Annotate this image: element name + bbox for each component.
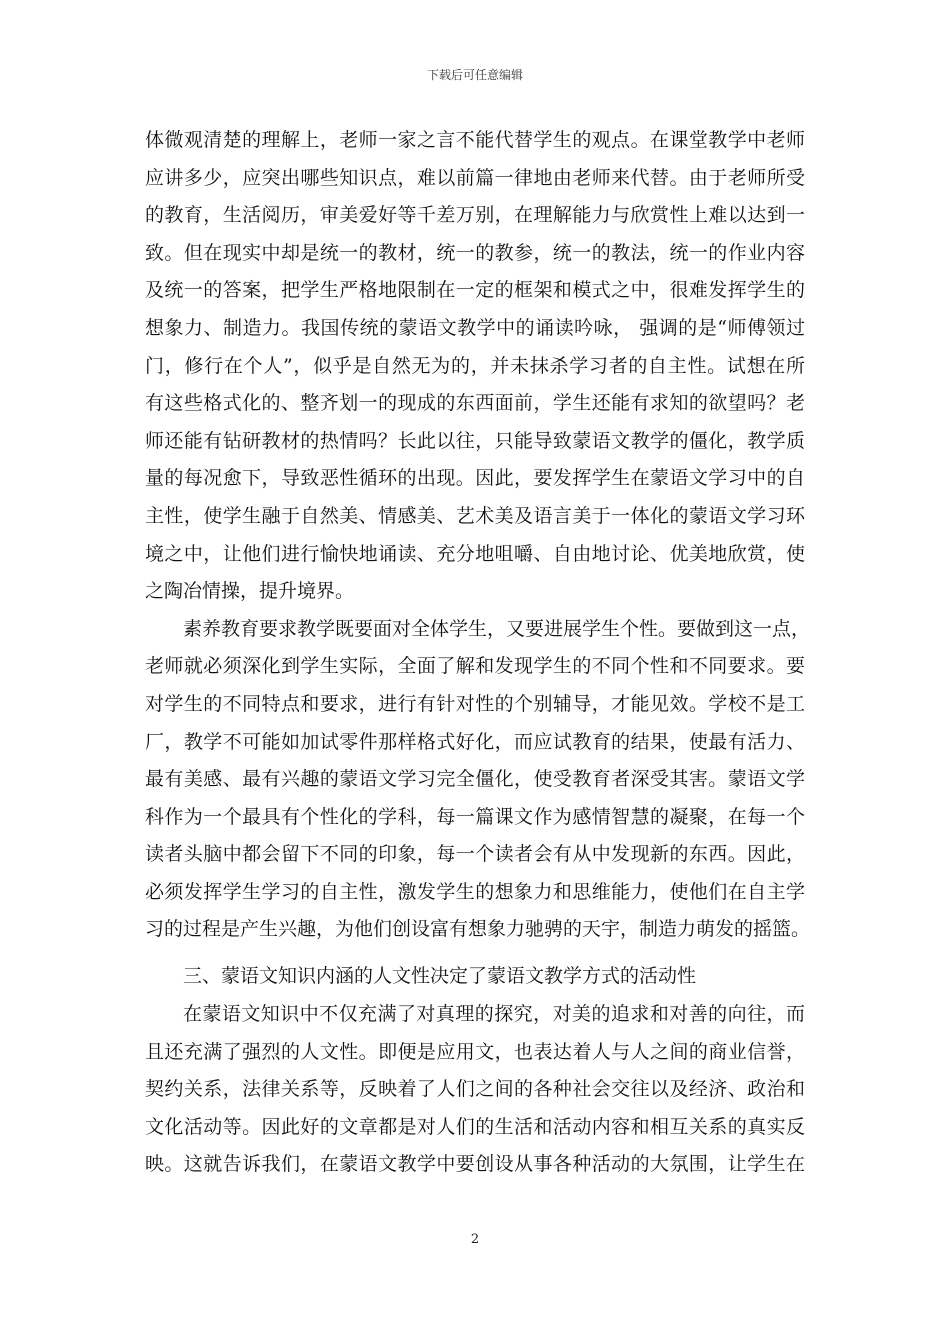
text-line: 最有美感、最有兴趣的蒙语文学习完全僵化，使受教育者深受其害。蒙语文学	[145, 768, 805, 791]
text-line: 厂，教学不可能如加试零件那样格式好化，而应试教育的结果，使最有活力、	[145, 730, 805, 753]
text-line: 境之中，让他们进行愉快地诵读、充分地咀嚼、自由地讨论、优美地欣赏，使	[145, 542, 805, 565]
body-block-2	[145, 996, 805, 1184]
text-line: 想象力、制造力。我国传统的蒙语文教学中的诵读吟咏， 强调的是“师傅领过	[145, 316, 805, 339]
text-line: 量的每况愈下，导致恶性循环的出现。因此，要发挥学生在蒙语文学习中的自	[145, 467, 805, 490]
text-line: 有这些格式化的、整齐划一的现成的东西面前，学生还能有求知的欲望吗？老	[145, 392, 805, 415]
text-line: 必须发挥学生学习的自主性，激发学生的想象力和思维能力，使他们在自主学	[145, 880, 805, 903]
text-line: 致。但在现实中却是统一的教材，统一的教参，统一的教法，统一的作业内容	[145, 241, 805, 264]
page-number: 2	[470, 1232, 480, 1247]
paragraph-first-line: 素养教育要求教学既要面对全体学生，又要进展学生个性。要做到这一点，	[183, 617, 811, 640]
section-heading	[145, 958, 805, 996]
text-line: 师还能有钻研教材的热情吗？长此以往，只能导致蒙语文教学的僵化，教学质	[145, 429, 805, 452]
text-line: 门，修行在个人”，似乎是自然无为的，并未抹杀学习者的自主性。试想在所	[145, 354, 805, 377]
text-line: 且还充满了强烈的人文性。即便是应用文，也表达着人与人之间的商业信誉，	[145, 1040, 805, 1063]
text-line: 老师就必须深化到学生实际，全面了解和发现学生的不同个性和不同要求。要	[145, 655, 805, 678]
text-line: 应讲多少，应突出哪些知识点，难以前篇一律地由老师来代替。由于老师所受	[145, 166, 805, 189]
text-line: 习的过程是产生兴趣，为他们创设富有想象力驰骋的天宇，制造力萌发的摇篮。	[145, 918, 811, 941]
text-line: 主性，使学生融于自然美、情感美、艺术美及语言美于一体化的蒙语文学习环	[145, 504, 805, 527]
text-line: 之陶冶情操，提升境界。	[145, 580, 355, 603]
text-line: 读者头脑中都会留下不同的印象，每一个读者会有从中发现新的东西。因此，	[145, 843, 805, 866]
text-line: 契约关系，法律关系等，反映着了人们之间的各种社会交往以及经济、政治和	[145, 1078, 805, 1101]
section-heading-text: 三、蒙语文知识内涵的人文性决定了蒙语文教学方式的活动性	[183, 965, 697, 987]
text-line: 映。这就告诉我们，在蒙语文教学中要创设从事各种活动的大氛围，让学生在	[145, 1153, 805, 1176]
text-line: 及统一的答案，把学生严格地限制在一定的框架和模式之中，很难发挥学生的	[145, 279, 805, 302]
text-line: 体微观清楚的理解上，老师一家之言不能代替学生的观点。在课堂教学中老师	[145, 129, 805, 151]
text-line: 的教育，生活阅历，审美爱好等千差万别，在理解能力与欣赏性上难以达到一	[145, 204, 805, 227]
text-line: 科作为一个最具有个性化的学科，每一篇课文作为感情智慧的凝聚，在每一个	[145, 805, 805, 828]
paragraph-first-line: 在蒙语文知识中不仅充满了对真理的探究，对美的追求和对善的向往，而	[183, 1003, 805, 1025]
text-line: 对学生的不同特点和要求，进行有针对性的个别辅导，才能见效。学校不是工	[145, 692, 805, 715]
text-line: 文化活动等。因此好的文章都是对人们的生活和活动内容和相互关系的真实反	[145, 1115, 805, 1138]
page-header: 下载后可任意编辑	[426, 68, 523, 82]
body-block-1	[145, 122, 811, 949]
